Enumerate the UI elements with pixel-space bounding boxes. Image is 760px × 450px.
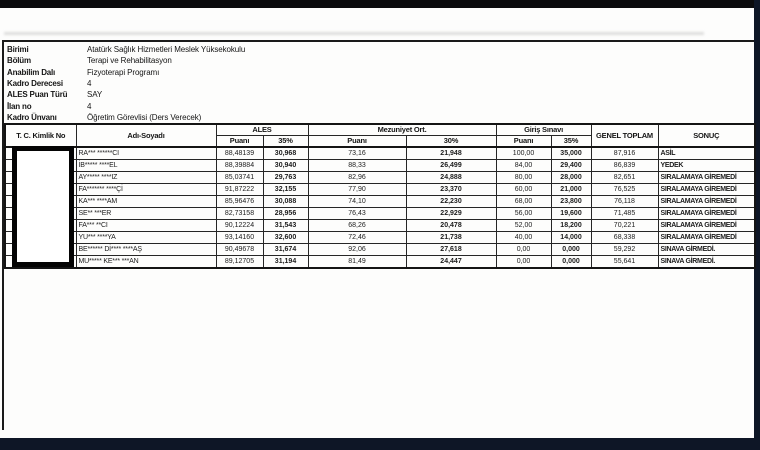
giris-puani-cell: 80,00 <box>496 172 551 184</box>
info-row-kadro-unvani <box>7 112 245 123</box>
col-group-ales: ALES <box>216 124 308 136</box>
genel-toplam-cell: 86,839 <box>591 160 658 172</box>
genel-toplam-cell: 59,292 <box>591 244 658 256</box>
mezuniyet-30-cell: 22,929 <box>406 208 496 220</box>
table-row <box>5 256 755 269</box>
giris-puani-cell: 0,00 <box>496 244 551 256</box>
ales-35-cell: 31,543 <box>263 220 308 232</box>
info-value: SAY <box>87 90 103 100</box>
table-row <box>5 196 755 208</box>
giris-puani-cell: 100,00 <box>496 147 551 160</box>
giris-35-cell: 35,000 <box>551 147 591 160</box>
info-value: 4 <box>87 79 92 89</box>
table-row <box>5 184 755 196</box>
giris-35-cell: 29,400 <box>551 160 591 172</box>
mezuniyet-puani-cell: 92,06 <box>308 244 406 256</box>
mezuniyet-puani-cell: 82,96 <box>308 172 406 184</box>
candidate-name-cell: SE** ***ER <box>76 208 216 220</box>
sonuc-cell: ASİL <box>658 147 755 160</box>
candidate-name-cell: İB***** ****EL <box>76 160 216 172</box>
info-row-anabilim-dali <box>7 67 245 78</box>
genel-toplam-cell: 68,338 <box>591 232 658 244</box>
table-row <box>5 147 755 160</box>
ales-puani-cell: 82,73158 <box>216 208 263 220</box>
candidate-name-cell: KA*** ****AM <box>76 196 216 208</box>
ales-puani-cell: 90,12224 <box>216 220 263 232</box>
giris-puani-cell: 60,00 <box>496 184 551 196</box>
mezuniyet-puani-cell: 81,49 <box>308 256 406 269</box>
giris-35-cell: 0,000 <box>551 244 591 256</box>
sonuc-cell: SIRALAMAYA GİREMEDİ <box>658 220 755 232</box>
ales-puani-cell: 85,03741 <box>216 172 263 184</box>
info-value: Fizyoterapi Programı <box>87 67 160 77</box>
giris-puani-cell: 0,00 <box>496 256 551 269</box>
mezuniyet-30-cell: 21,948 <box>406 147 496 160</box>
table-row <box>5 172 755 184</box>
info-label: Bölüm <box>7 56 31 66</box>
genel-toplam-cell: 55,641 <box>591 256 658 269</box>
mezuniyet-30-cell: 27,618 <box>406 244 496 256</box>
giris-35-cell: 23,800 <box>551 196 591 208</box>
candidate-name-cell: FA*** **CI <box>76 220 216 232</box>
ales-puani-cell: 93,14160 <box>216 232 263 244</box>
document-top-border <box>2 40 754 42</box>
genel-toplam-cell: 76,525 <box>591 184 658 196</box>
subcol-giris-35: 35% <box>551 136 591 148</box>
ales-puani-cell: 90,49678 <box>216 244 263 256</box>
ales-35-cell: 30,968 <box>263 147 308 160</box>
ales-35-cell: 29,763 <box>263 172 308 184</box>
genel-toplam-cell: 70,221 <box>591 220 658 232</box>
sonuc-cell: YEDEK <box>658 160 755 172</box>
ales-35-cell: 30,940 <box>263 160 308 172</box>
giris-35-cell: 14,000 <box>551 232 591 244</box>
giris-puani-cell: 56,00 <box>496 208 551 220</box>
mezuniyet-puani-cell: 73,16 <box>308 147 406 160</box>
ales-35-cell: 32,600 <box>263 232 308 244</box>
sonuc-cell: SIRALAMAYA GİREMEDİ <box>658 184 755 196</box>
ales-puani-cell: 89,12705 <box>216 256 263 269</box>
genel-toplam-cell: 76,118 <box>591 196 658 208</box>
results-table-body <box>5 147 755 268</box>
giris-35-cell: 18,200 <box>551 220 591 232</box>
mezuniyet-puani-cell: 77,90 <box>308 184 406 196</box>
info-row-ilan-no <box>7 100 245 111</box>
giris-puani-cell: 84,00 <box>496 160 551 172</box>
mezuniyet-puani-cell: 72,46 <box>308 232 406 244</box>
results-table-header <box>5 124 755 147</box>
mezuniyet-30-cell: 24,888 <box>406 172 496 184</box>
table-row <box>5 244 755 256</box>
table-row <box>5 232 755 244</box>
sonuc-cell: SINAVA GİRMEDİ. <box>658 256 755 269</box>
candidate-name-cell: RA*** ******CI <box>76 147 216 160</box>
scan-artifact <box>4 32 704 35</box>
info-row-bolum <box>7 55 245 66</box>
info-label: İlan no <box>7 101 32 111</box>
subcol-giris-puani: Puanı <box>496 136 551 148</box>
subcol-ales-35: 35% <box>263 136 308 148</box>
ales-35-cell: 31,674 <box>263 244 308 256</box>
info-value: Terapi ve Rehabilitasyon <box>87 56 172 66</box>
info-label: ALES Puan Türü <box>7 90 68 100</box>
ales-puani-cell: 85,96476 <box>216 196 263 208</box>
info-row-birimi <box>7 44 245 55</box>
genel-toplam-cell: 87,916 <box>591 147 658 160</box>
mezuniyet-puani-cell: 88,33 <box>308 160 406 172</box>
mezuniyet-30-cell: 26,499 <box>406 160 496 172</box>
candidate-name-cell: MU***** KE*** ***AN <box>76 256 216 269</box>
giris-puani-cell: 68,00 <box>496 196 551 208</box>
sonuc-cell: SIRALAMAYA GİREMEDİ <box>658 172 755 184</box>
giris-puani-cell: 52,00 <box>496 220 551 232</box>
ales-puani-cell: 91,87222 <box>216 184 263 196</box>
table-row <box>5 208 755 220</box>
ales-35-cell: 31,194 <box>263 256 308 269</box>
col-header-kimlik: T. C. Kimlik No <box>5 124 76 147</box>
col-group-giris-sinavi: Giriş Sınavı <box>496 124 591 136</box>
mezuniyet-puani-cell: 68,26 <box>308 220 406 232</box>
genel-toplam-cell: 82,651 <box>591 172 658 184</box>
col-group-mezuniyet: Mezuniyet Ort. <box>308 124 496 136</box>
mezuniyet-30-cell: 21,738 <box>406 232 496 244</box>
mezuniyet-puani-cell: 76,43 <box>308 208 406 220</box>
scan-top-edge <box>0 0 760 8</box>
mezuniyet-30-cell: 23,370 <box>406 184 496 196</box>
position-info-block <box>7 44 245 123</box>
mezuniyet-30-cell: 20,478 <box>406 220 496 232</box>
info-row-kadro-derecesi <box>7 78 245 89</box>
info-row-ales-puan-turu <box>7 89 245 100</box>
sonuc-cell: SIRALAMAYA GİREMEDİ <box>658 208 755 220</box>
scan-bottom-edge <box>0 438 760 450</box>
candidate-name-cell: FA******* ****Çİ <box>76 184 216 196</box>
candidate-name-cell: AY***** ****IZ <box>76 172 216 184</box>
candidate-name-cell: BE****** Dİ**** ****AŞ <box>76 244 216 256</box>
giris-35-cell: 19,600 <box>551 208 591 220</box>
giris-35-cell: 0,000 <box>551 256 591 269</box>
mezuniyet-30-cell: 22,230 <box>406 196 496 208</box>
mezuniyet-30-cell: 24,447 <box>406 256 496 269</box>
genel-toplam-cell: 71,485 <box>591 208 658 220</box>
sonuc-cell: SIRALAMAYA GİREMEDİ <box>658 232 755 244</box>
giris-35-cell: 21,000 <box>551 184 591 196</box>
ales-35-cell: 30,088 <box>263 196 308 208</box>
giris-35-cell: 28,000 <box>551 172 591 184</box>
info-label: Birimi <box>7 45 29 55</box>
ales-35-cell: 28,956 <box>263 208 308 220</box>
candidate-name-cell: YU*** ****YA <box>76 232 216 244</box>
results-table <box>4 123 756 269</box>
ales-35-cell: 32,155 <box>263 184 308 196</box>
ales-puani-cell: 88,48139 <box>216 147 263 160</box>
info-label: Kadro Derecesi <box>7 79 63 89</box>
info-label: Kadro Ünvanı <box>7 112 57 122</box>
sonuc-cell: SIRALAMAYA GİREMEDİ <box>658 196 755 208</box>
table-row <box>5 160 755 172</box>
col-header-name: Adı-Soyadı <box>76 124 216 147</box>
info-value: Atatürk Sağlık Hizmetleri Meslek Yüksekokulu <box>87 45 246 55</box>
subcol-ales-puani: Puanı <box>216 136 263 148</box>
subcol-mez-30: 30% <box>406 136 496 148</box>
table-row <box>5 220 755 232</box>
info-value: 4 <box>87 101 92 111</box>
mezuniyet-puani-cell: 74,10 <box>308 196 406 208</box>
info-value: Öğretim Görevlisi (Ders Verecek) <box>87 112 202 122</box>
col-header-sonuc: SONUÇ <box>658 124 755 147</box>
redacted-id-block <box>12 146 74 267</box>
sonuc-cell: SINAVA GİRMEDİ. <box>658 244 755 256</box>
subcol-mez-puani: Puanı <box>308 136 406 148</box>
col-header-genel-toplam: GENEL TOPLAM <box>591 124 658 147</box>
info-label: Anabilim Dalı <box>7 67 56 77</box>
ales-puani-cell: 88,39884 <box>216 160 263 172</box>
giris-puani-cell: 40,00 <box>496 232 551 244</box>
